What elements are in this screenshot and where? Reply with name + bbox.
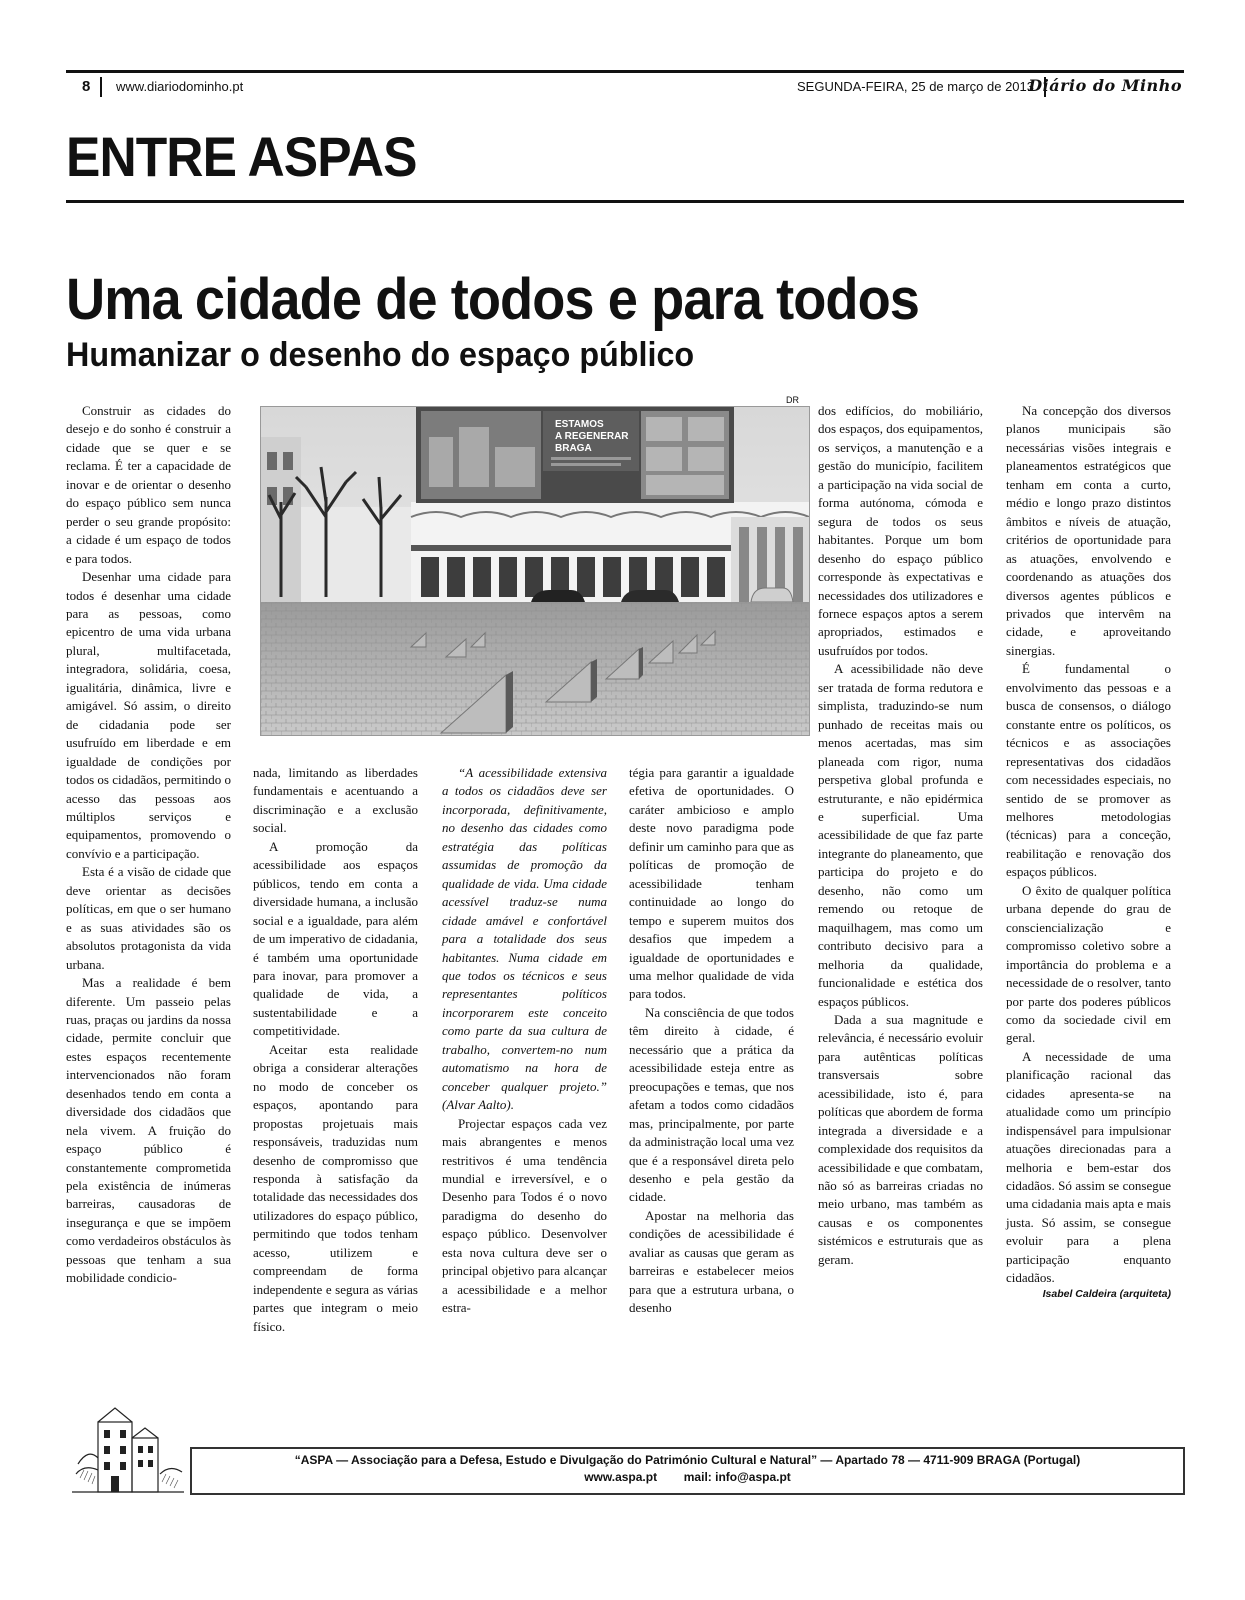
paragraph: O êxito de qualquer política urbana depende do grau de consciencialização e compromisso coletivo sobre a importância do problema e a necessidade de o resolver, tanto por parte dos poderes públicos como da sociedade civil em geral. — [1006, 882, 1171, 1046]
paragraph: Dada a sua magnitude e relevância, é necessário evoluir para autênticas políticas transversais sobre acessibilidade, isto é, para políticas que abordem de forma integrada a diversidade e a complexidade dos requisitos da acessibilidade e que combatam, não só as barreiras criadas no meio urbano, mas também as causas e os componentes sistémicos e estruturais que as geram. — [818, 1011, 983, 1267]
article-column-2 — [253, 764, 418, 1336]
footer-association-line: “ASPA — Associação para a Defesa, Estudo e Divulgação do Património Cultural e Natural” — Apartado 78 — 4711-909 BRAGA (Portugal) — [294, 1453, 1081, 1467]
newspaper-logo: Diário do Minho — [1028, 76, 1182, 95]
footer-box — [190, 1447, 1185, 1495]
page-header — [66, 70, 1184, 105]
article-column-3 — [442, 764, 607, 1318]
paragraph: Na consciência de que todos têm direito à cidade, é necessário que a prática da acessibilidade esteja entre as preocupações e temas, que nos afetam a todos como cidadãos mas, principalmente, por parte da administração local uma vez que é a responsável direta pelo desenho e pela gestão da cidade. — [629, 1004, 794, 1205]
paragraph: tégia para garantir a igualdade efetiva de oportunidades. O caráter ambicioso e amplo deste novo paradigma pode definir um caminho para que as políticas de promoção de acessibilidade tenham continuidade ao longo do tempo e superem muitos dos desafios que impedem a igualdade de oportunidades e uma melhor qualidade de vida para todos. — [629, 765, 794, 1002]
paragraph: A necessidade de uma planificação racional das cidades apresenta-se na atualidade como um princípio indispensável para impulsionar atuações direcionadas para a melhoria e bem-estar dos cidadãos. Só assim se consegue uma cidadania mais apta e mais justa. Só assim, se consegue evoluir para a plena participação enquanto cidadãos. — [1006, 1048, 1171, 1286]
paragraph: A promoção da acessibilidade aos espaços públicos, tendo em conta a diversidade humana, a inclusão social e a igualdade, para além de um imperativo de cidadania, é também uma oportunidade para inovar, para promover a qualidade de vida, a sustentabilidade e a competitividade. — [253, 838, 418, 1039]
paragraph: Apostar na melhoria das condições de acessibilidade é avaliar as causas que geram as barreiras e estabelecer meios para que a estrutura urbana, o desenho — [629, 1207, 794, 1316]
paragraph: Construir as cidades do desejo e do sonho é construir a cidade que se quer e se reclama. É ter a capacidade de inovar e de orientar o desenho do espaço público sem nunca perder o seu grande propósito: a cidade é um espaço de todos e para todos. — [66, 403, 231, 566]
paragraph: Na concepção dos diversos planos municipais são necessárias visões integrais e planeamentos estratégicos que tenham em conta a curto, médio e longo prazo distintos âmbitos e níveis de atuação, critérios de oportunidade para as atuações, envolvendo e coordenando as atuações dos diversos agentes públicos e privados que intervêm na cidade, e aproveitando sinergias. — [1006, 403, 1171, 658]
issue-date: SEGUNDA-FEIRA, 25 de março de 2013 — [797, 79, 1034, 94]
billboard-text: BRAGA — [555, 443, 592, 454]
article-column-1 — [66, 402, 231, 1288]
paragraph: dos edifícios, do mobiliário, dos espaços, dos equipamentos, os serviços, a manutenção e a gestão do município, facilitem a participação na vida social de forma autónoma, cómoda e segura de todos os seus habitantes. Porque um bom desenho do espaço público corresponde às expectativas e necessidades dos utilizadores e fornece espaços aptos a serem apropriados, estimados e usufruídos por todos. — [818, 403, 984, 658]
article-headline: Uma cidade de todos e para todos — [66, 267, 920, 332]
paragraph: Esta é a visão de cidade que deve orientar as decisões políticas, em que o ser humano e as suas atividades são os absolutos protagonista da vida urbana. — [66, 864, 231, 972]
article-column-4 — [629, 764, 794, 1318]
article-column-6 — [1006, 402, 1171, 1300]
paragraph: Desenhar uma cidade para todos é desenhar uma cidade para as pessoas, como epicentro de uma vida urbana plural, multifacetada, integradora, solidária, coesa, igualitária, dinâmica, livre e amigável. Só assim, o direito de cidadania pode ser usufruído em liberdade e em igualdade de condições por todos os cidadãos, permitindo o acesso das pessoas aos múltiplos serviços e equipamentos, promovendo o convívio e a participação. — [66, 569, 232, 861]
aspa-emblem-icon — [68, 1404, 188, 1500]
website-link[interactable]: www.diariodominho.pt — [116, 79, 244, 94]
paragraph: Mas a realidade é bem diferente. Um passeio pelas ruas, praças ou jardins da nossa cidade, permite concluir que estes espaços recentemente intervencionados não foram desenhados tendo em conta a diversidade dos cidadãos que nela vivem. A fruição do espaço público é constantemente comprometida pela existência de inúmeras barreiras, causadoras de insegurança e que se impõem como verdadeiros obstáculos às pessoas que tenham a sua mobilidade condicio- — [66, 975, 231, 1286]
header-divider — [100, 77, 102, 97]
page-number: 8 — [82, 78, 91, 95]
article-photo — [260, 406, 810, 736]
article-column-5 — [818, 402, 983, 1269]
article-subheadline: Humanizar o desenho do espaço público — [66, 336, 695, 374]
footer-contact-line: www.aspa.pt mail: info@aspa.pt — [584, 1470, 791, 1484]
plaza-photo-illustration — [261, 407, 809, 735]
billboard-text: ESTAMOS — [555, 419, 604, 430]
photo-credit: DR — [786, 395, 799, 405]
paragraph: Projectar espaços cada vez mais abrangentes e menos restritivos é uma tendência mundial e irreversível, e o Desenho para Todos é o novo paradigma do desenho do espaço público. Desenvolver esta nova cultura deve ser o principal objetivo para alcançar a acessibilidade e a melhor estra- — [442, 1115, 607, 1316]
section-title: ENTRE ASPAS — [66, 125, 417, 188]
article-author: Isabel Caldeira (arquiteta) — [1042, 1287, 1171, 1300]
paragraph: É fundamental o envolvimento das pessoas e a busca de consensos, o diálogo constante entre os políticos, os técnicos e as associações representativas dos cidadãos com necessidades especiais, no sentido de se promover as melhores metodologias (técnicas) para a conceção, reabilitação e renovação dos espaços públicos. — [1006, 661, 1171, 880]
pull-quote: “A acessibilidade extensiva a todos os cidadãos deve ser incorporada, definitivamente, no desenho das cidades como estratégia das políticas assumidas de promoção da qualidade de vida. Uma cidade acessível traduz-se numa cidade amável e confortável para a totalidade dos seus habitantes. Numa cidade em que todos os técnicos e seus representantes políticos incorporarem este conceito como parte da sua cultura de trabalho, convertem-no num automatismo na hora de conceber qualquer projeto.” (Alvar Aalto). — [442, 765, 607, 1113]
paragraph: nada, limitando as liberdades fundamentais e acentuando a discriminação e a exclusão social. — [253, 765, 418, 836]
paragraph: Aceitar esta realidade obriga a considerar alterações no modo de conceber os espaços, apontando para propostas projetuais mais responsáveis, traduzidas num desenho de compromisso que responda à satisfação da totalidade das necessidades dos utilizadores do espaço público, permitindo que todos tenham acesso, utilizem e compreendam de forma independente e segura as várias partes que integram o meio físico. — [253, 1041, 418, 1334]
billboard-text: A REGENERAR — [555, 431, 629, 442]
paragraph: A acessibilidade não deve ser tratada de forma redutora e simplista, traduzindo-se num punhado de receitas mais ou menos acertadas, mas sim planeada com rigor, numa perspetiva global profunda e estruturante, e não epidérmica e superficial. Uma acessibilidade de que faz parte integrante do planeamento, que participa do projeto e do desenho, não como um remendo ou retoque de maquilhagem, mas como um contributo decisivo para a melhoria da qualidade, funcionalidade e estética dos espaços públicos. — [818, 661, 983, 1009]
section-rule — [66, 200, 1184, 203]
